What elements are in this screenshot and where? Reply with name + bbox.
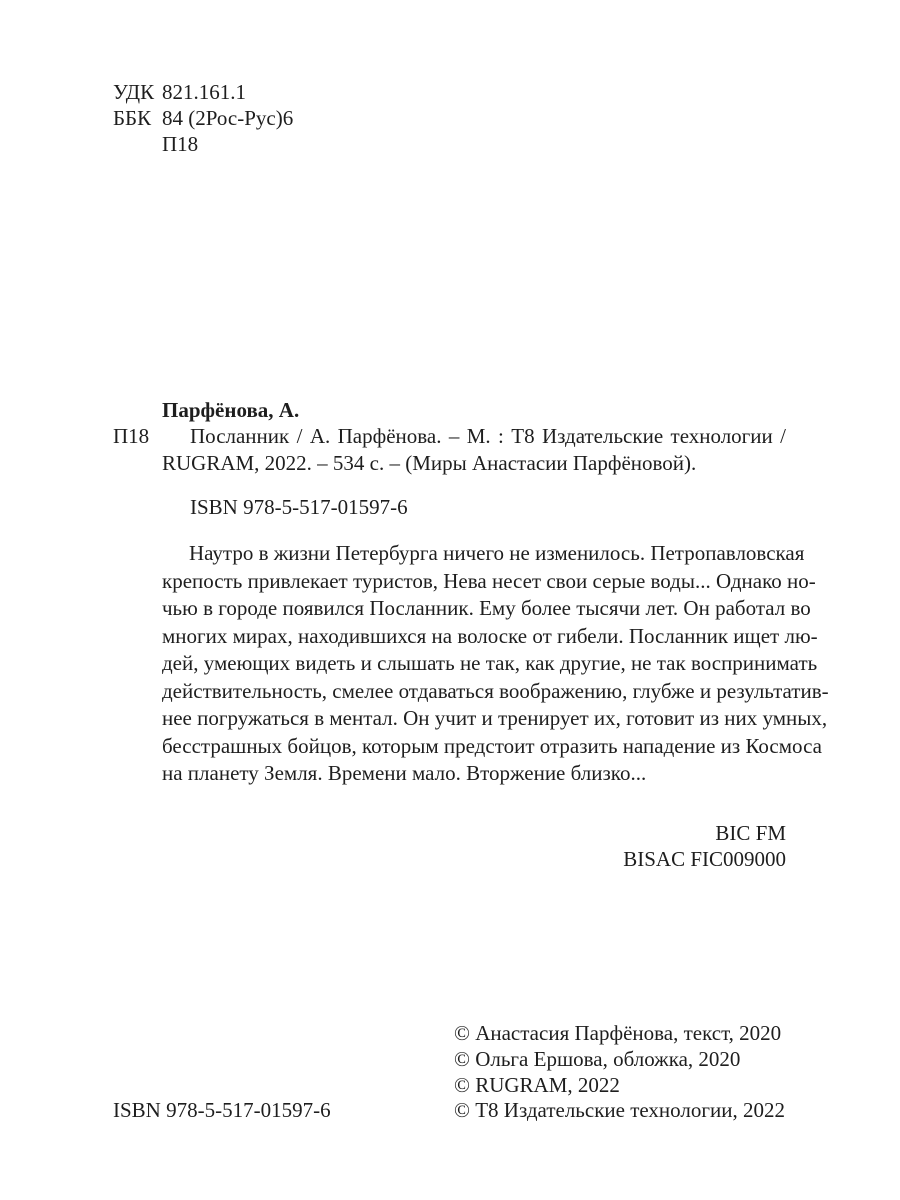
annotation-line: чью в городе появился Посланник. Ему более тысячи лет. Он работал во	[162, 596, 811, 620]
record-isbn: ISBN 978-5-517-01597-6	[190, 495, 408, 519]
bic-code: BIC FM	[715, 821, 786, 845]
copyright-line: © Т8 Издательские технологии, 2022	[454, 1098, 785, 1122]
annotation-line: дей, умеющих видеть и слышать не так, как другие, не так воспринимать	[162, 651, 818, 675]
annotation-line: на планету Земля. Времени мало. Вторжение близко...	[162, 761, 647, 785]
annotation-line: многих мирах, находившихся на волоске от гибели. Посланник ищет лю-	[162, 623, 818, 648]
footer-isbn: ISBN 978-5-517-01597-6	[113, 1098, 331, 1122]
udk-value: 821.161.1	[162, 80, 246, 104]
copyright-line: © RUGRAM, 2022	[454, 1073, 620, 1097]
annotation-paragraph	[162, 540, 829, 788]
annotation-line: Наутро в жизни Петербурга ничего не изменилось. Петропавловская	[189, 541, 805, 565]
author-heading: Парфёнова, А.	[162, 398, 300, 422]
annotation-line: действительность, смелее отдаваться воображению, глубже и результатив-	[162, 678, 829, 703]
record-author-mark: П18	[113, 424, 150, 448]
author-mark: П18	[162, 132, 199, 156]
record-description-line1: Посланник / А. Парфёнова. – М. : Т8 Издательские технологии /	[190, 424, 786, 448]
bisac-code: BISAC FIC009000	[623, 847, 786, 871]
annotation-line: нее погружаться в ментал. Он учит и тренирует их, готовит из них умных,	[162, 706, 828, 730]
annotation-line: бесстрашных бойцов, которым предстоит отразить нападение из Космоса	[162, 733, 822, 758]
record-description-line2: RUGRAM, 2022. – 534 с. – (Миры Анастасии Парфёновой).	[162, 451, 697, 475]
copyright-line: © Анастасия Парфёнова, текст, 2020	[454, 1021, 782, 1045]
bbk-value: 84 (2Рос-Рус)6	[162, 106, 294, 130]
udk-label: УДК	[113, 80, 155, 104]
annotation-line: крепость привлекает туристов, Нева несет свои серые воды... Однако но-	[162, 568, 816, 593]
copyright-line: © Ольга Ершова, обложка, 2020	[454, 1047, 741, 1071]
bbk-label: ББК	[113, 106, 152, 130]
